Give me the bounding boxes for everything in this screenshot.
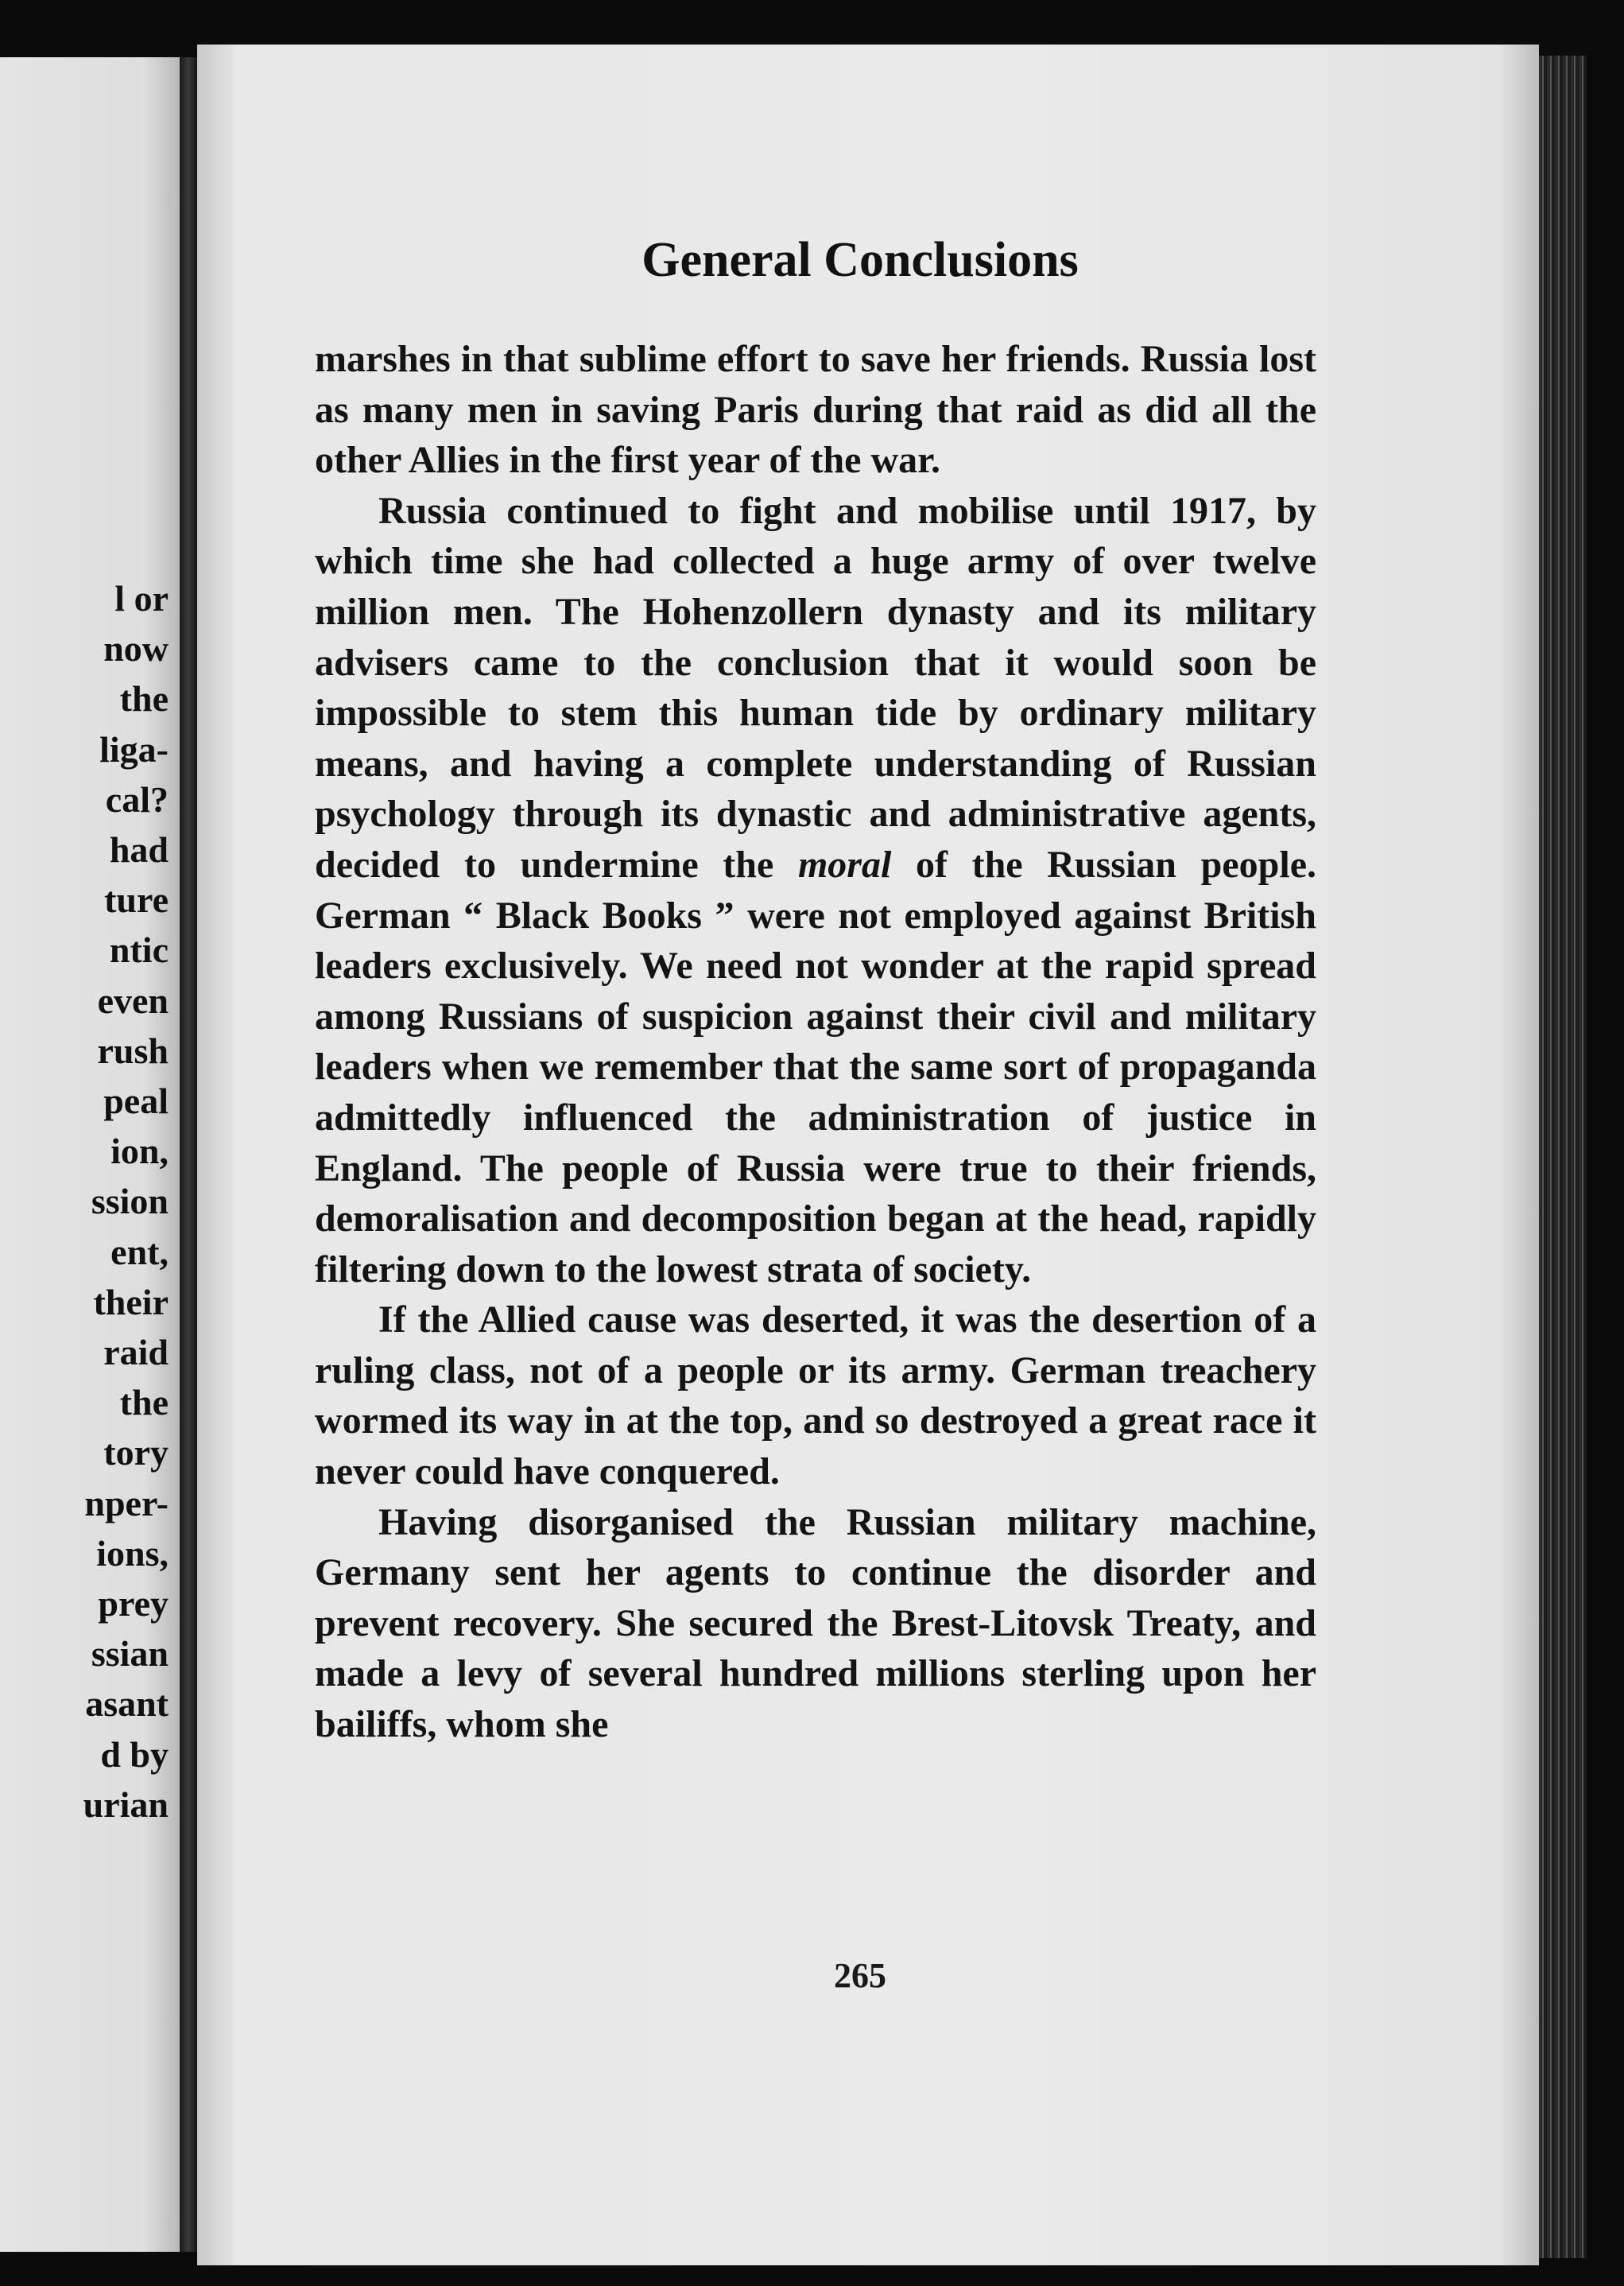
paragraph-text: Having disorganised the Russian military machine, Germany sent her agents to continue the disorder and prevent recovery. She secured the Brest-Litovsk Treaty, and made a levy of several hundred millions sterling upon her bailiffs, whom she: [315, 1500, 1316, 1746]
body-text: [315, 334, 1316, 1750]
facing-page: [0, 57, 180, 2252]
paragraph-text: If the Allied cause was deserted, it was the desertion of a ruling class, not of a people or its army. German treachery wormed its way in at the top, and so destroyed a great race it never could have conquered.: [315, 1298, 1316, 1493]
facing-page-fragment: ent,: [110, 1231, 169, 1272]
book-gutter: [180, 57, 197, 2252]
facing-page-fragment: even: [97, 980, 169, 1021]
facing-page-fragment: ions,: [96, 1532, 169, 1574]
italic-text: moral: [797, 843, 892, 886]
facing-page-fragment: liga-: [99, 728, 169, 770]
facing-page-fragment: d by: [100, 1733, 169, 1775]
facing-page-fragment: the: [119, 678, 169, 720]
paragraph: [315, 486, 1316, 1295]
facing-page-fragment: peal: [103, 1081, 169, 1121]
facing-page-fragment: prey: [98, 1583, 169, 1624]
paragraph-text: of the Russian people. German “ Black Books ” were not employed against British leaders exclusively. We need not wonder at the rapid spread among Russians of suspicion against their civil and military leaders when we remember that the same sort of propaganda admittedly influenced the administration of justice in England. The people of Russia were true to their friends, demoralisation and decomposition began at the head, rapidly filtering down to the lowest strata of society.: [315, 843, 1316, 1290]
page-number: 265: [834, 1956, 886, 1995]
facing-page-fragment: now: [103, 628, 169, 669]
facing-page-fragment: the: [119, 1382, 169, 1423]
facing-page-fragment: ssion: [91, 1181, 169, 1222]
page-edges: [1539, 56, 1587, 2258]
facing-page-fragment: ion,: [110, 1131, 169, 1172]
facing-page-fragment: nper-: [84, 1482, 169, 1523]
facing-page-fragment: rush: [97, 1030, 169, 1071]
paragraph-text: Russia continued to fight and mobilise until 1917, by which time she had collected a huge army of over twelve million men. The Hohenzollern dynasty and its military advisers came to the conclusion that it would soon be impossible to stem this human tide by ordinary military means, and having a complete understanding of Russian psychology through its dynastic and administrative agents, decided to undermine the: [315, 489, 1316, 886]
facing-page-fragment: asant: [85, 1683, 169, 1725]
paragraph: [315, 334, 1316, 486]
facing-page-fragment: ntic: [109, 930, 169, 971]
facing-page-fragment: their: [93, 1281, 169, 1322]
running-head: General Conclusions: [641, 233, 1079, 287]
paragraph: [315, 1294, 1316, 1496]
facing-page-fragment: l or: [114, 578, 169, 619]
facing-page-fragment: tory: [103, 1432, 169, 1473]
paragraph: [315, 1497, 1316, 1750]
book-page: [197, 45, 1539, 2265]
facing-page-fragment: raid: [103, 1332, 169, 1372]
facing-page-fragment: cal?: [105, 778, 169, 820]
paragraph-text: marshes in that sublime effort to save her friends. Russia lost as many men in saving Paris during that raid as did all the other Allies in the first year of the war.: [315, 338, 1316, 482]
facing-page-fragment: ture: [104, 879, 169, 921]
facing-page-fragment: urian: [83, 1783, 169, 1825]
facing-page-fragment: ssian: [91, 1633, 169, 1675]
facing-page-fragment: had: [109, 829, 169, 870]
